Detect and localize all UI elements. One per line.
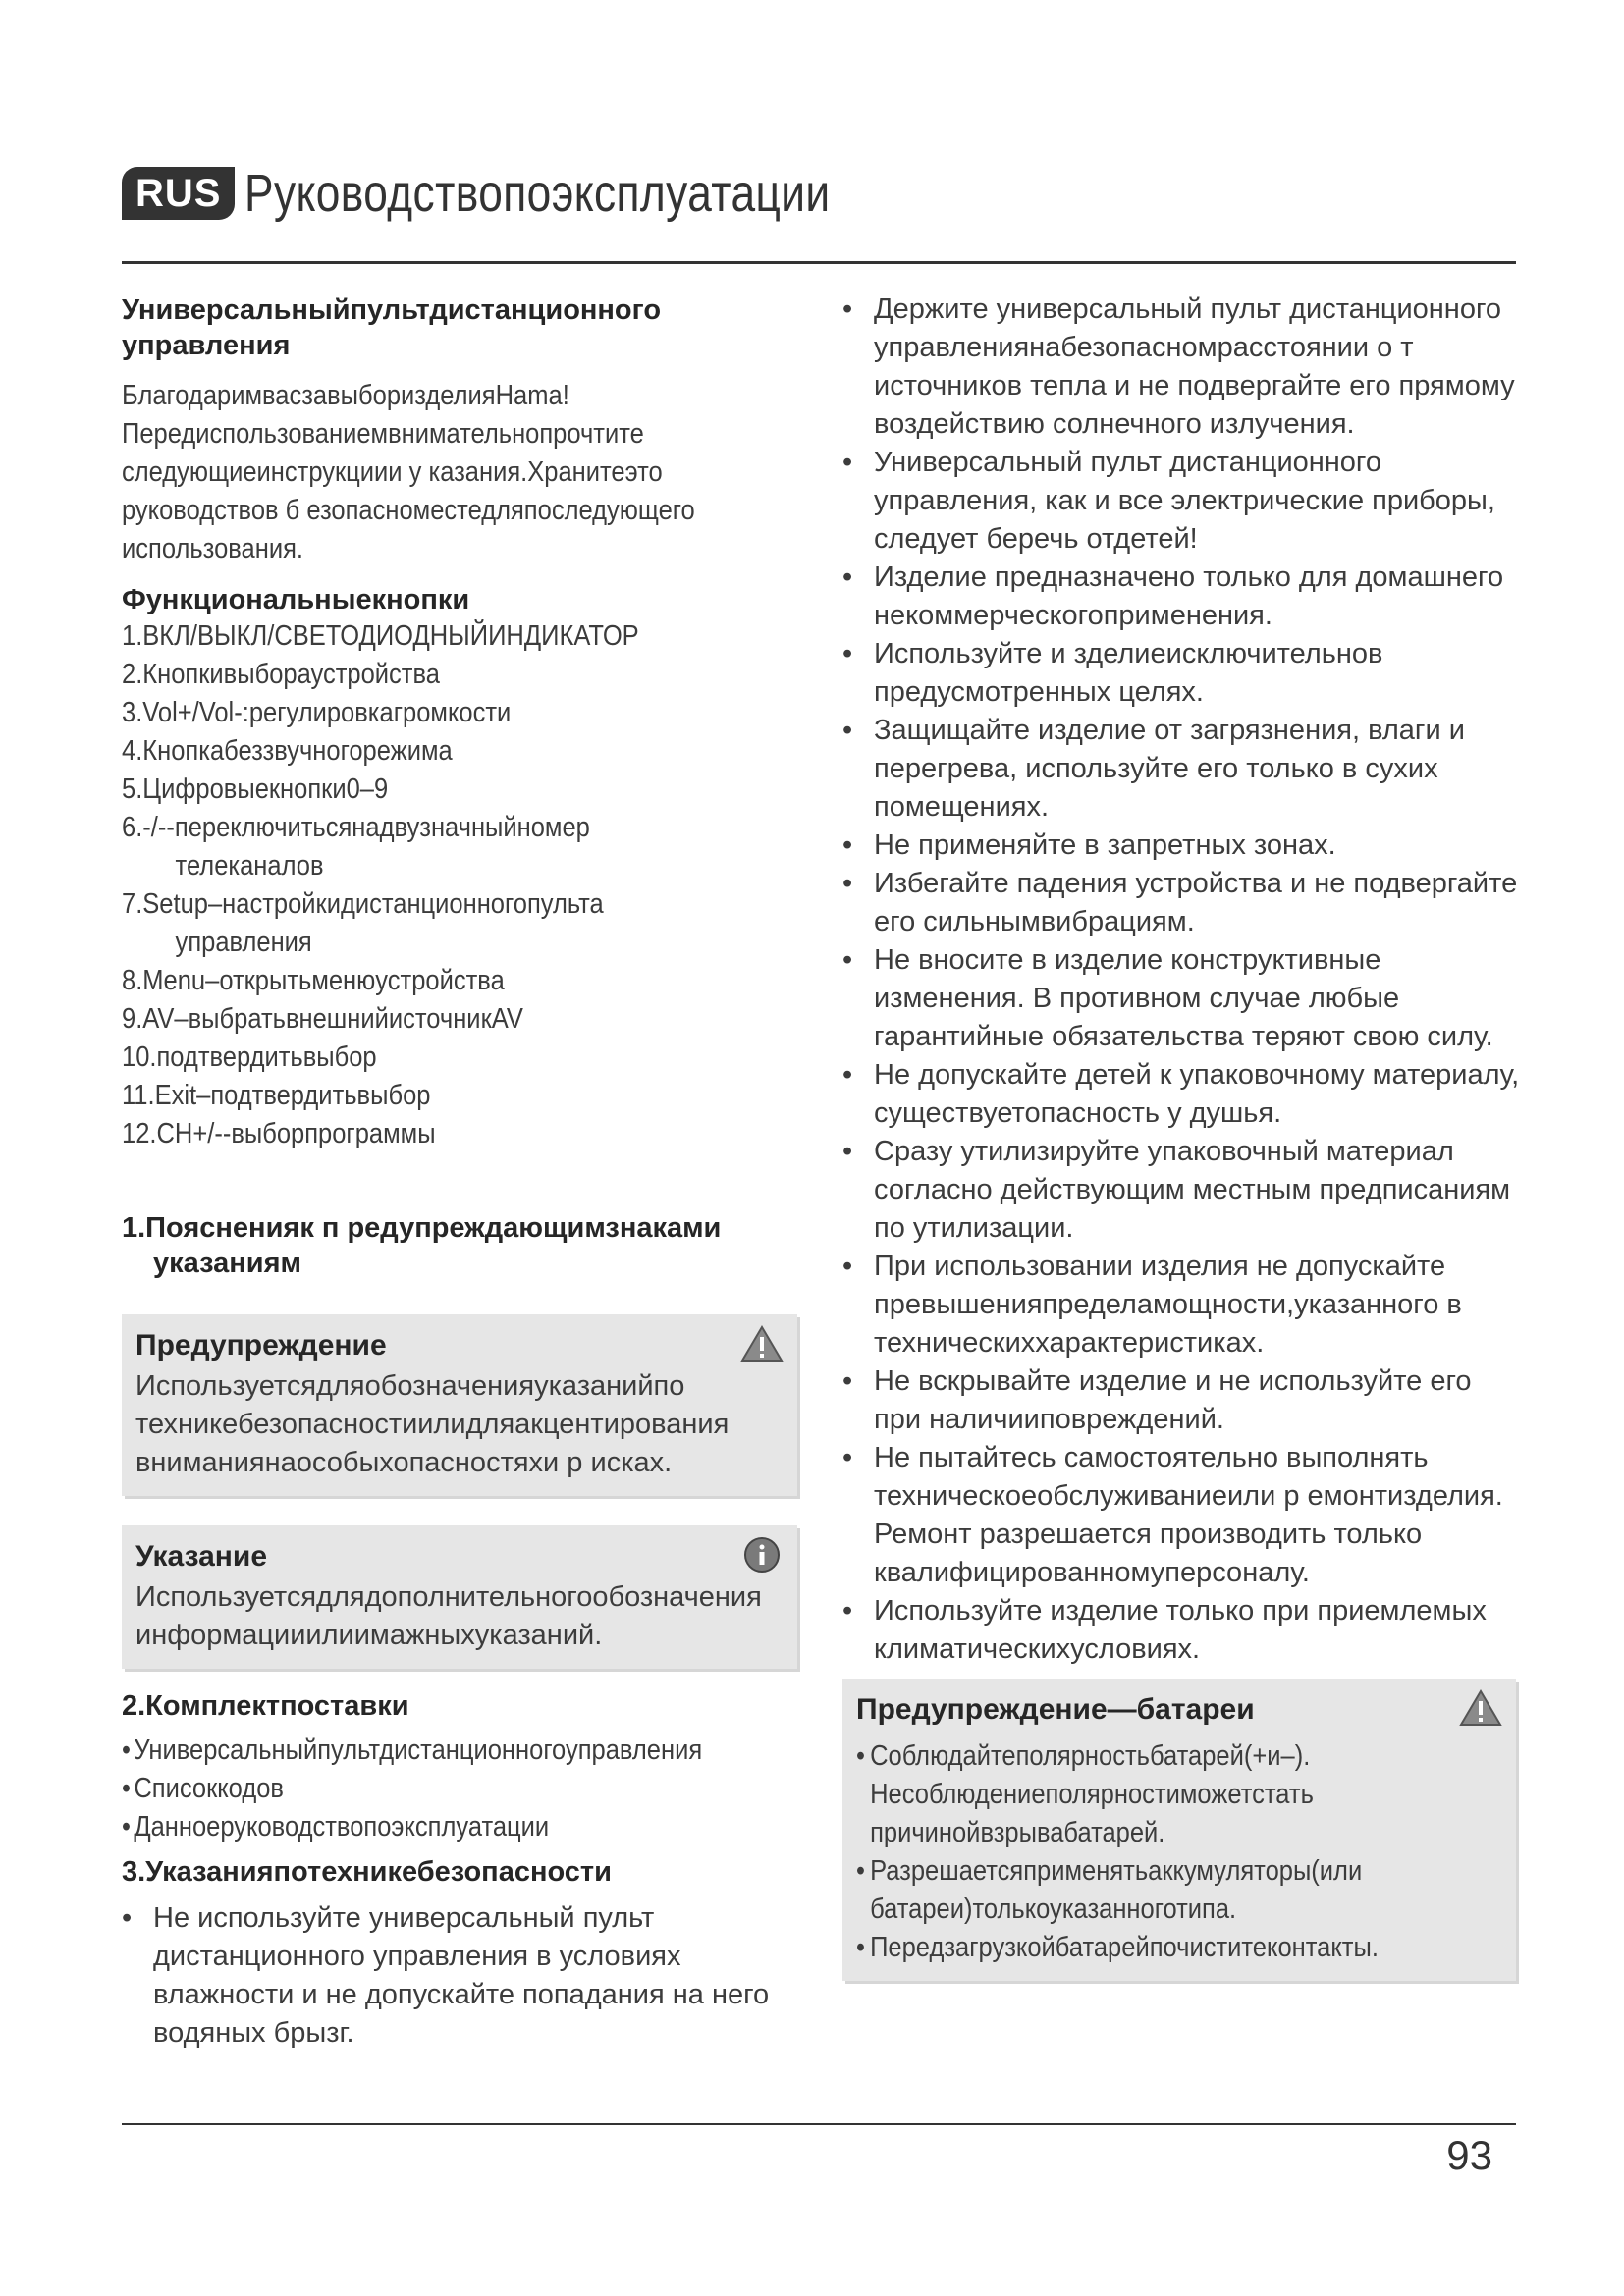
intro-line: БлагодаримвасзавыборизделияHama! <box>122 380 569 411</box>
safety-item: • Изделие предназначено только для домашнего некоммерческогоприменения. <box>842 559 1520 635</box>
footer-divider <box>122 2123 1516 2125</box>
info-icon <box>740 1535 784 1575</box>
safety-item: • Не допускайте детей к упаковочному материалу, существуетопасность у душья. <box>842 1056 1520 1133</box>
list-item: • Разрешаетсяприменятьаккумуляторы(или батареи)толькоуказанноготипа. <box>856 1852 1354 1929</box>
list-item: 4.Кнопкабеззвучногорежима <box>122 735 453 767</box>
safety-item: • Избегайте падения устройства и не подвергайте его сильнымвибрациям. <box>842 865 1520 941</box>
safety-item: • Не используйте универсальный пульт дистанционного управления в условиях влажности и не допускайте попадания на него водяных брызг. <box>122 1899 782 2053</box>
list-item: 7.Setup–настройкидистанционногопульта управления <box>122 888 604 958</box>
function-buttons-heading: Функциональныекнопки <box>122 584 470 615</box>
list-item: 8.Menu–открытьменюустройства <box>122 965 505 996</box>
document-title: Руководствопоэксплуатации <box>244 164 832 223</box>
list-item: • Универсальныйпультдистанционногоуправления <box>122 1732 795 1770</box>
safety-item: • При использовании изделия не допускайте превышенияпределамощности,указанного в техническиххарактеристиках. <box>842 1248 1520 1362</box>
warning-triangle-icon <box>740 1324 784 1363</box>
safety-item: • Защищайте изделие от загрязнения, влаги и перегрева, используйте его только в сухих помещениях. <box>842 712 1520 827</box>
list-item: 5.Цифровыекнопки0–9 <box>122 774 389 805</box>
battery-warning-title: Предупреждение—батареи <box>856 1693 1255 1726</box>
left-column <box>122 293 799 2053</box>
warning-box-title: Предупреждение <box>135 1329 387 1362</box>
list-item: 11.Exit–подтвердитьвыбор <box>122 1080 431 1111</box>
list-item: • Передзагрузкойбатарейпочиститеконтакты. <box>856 1929 1423 1967</box>
safety-item: • Не применяйте в запретных зонах. <box>842 827 1520 865</box>
list-item: 10.подтвердитьвыбор <box>122 1041 377 1073</box>
warning-triangle-icon <box>1459 1688 1502 1728</box>
intro-line: Передиспользованиемвнимательнопрочтите <box>122 418 644 450</box>
warning-box-text: Используетсядляобозначенияуказанийпо техникебезопасностиилидляакцентирования вниманиянаособыхопасностяхи р исках. <box>135 1370 730 1478</box>
header-divider <box>122 261 1516 264</box>
safety-item: • Не вскрывайте изделие и не используйте его при наличииповреждений. <box>842 1362 1520 1439</box>
function-buttons-list <box>122 617 795 1153</box>
section-2-heading: 2.Комплектпоставки <box>122 1690 409 1722</box>
safety-item: • Универсальный пульт дистанционного управления, как и все электрические приборы, следует беречь отдетей! <box>842 444 1520 559</box>
section-3-heading: 3.Указанияпотехникебезопасности <box>122 1856 612 1888</box>
intro-paragraph <box>122 377 795 568</box>
safety-item: • Не вносите в изделие конструктивные изменения. В противном случае любые гарантийные обязательства теряют свою силу. <box>842 941 1520 1056</box>
note-box-title: Указание <box>135 1540 268 1573</box>
page-number: 93 <box>1446 2132 1492 2178</box>
package-list <box>122 1732 795 1846</box>
safety-item: • Сразу утилизируйте упаковочный материал согласно действующим местным предписаниям по утилизации. <box>842 1133 1520 1248</box>
note-box-text: Используетсядлядополнительногообозначения информацииилиимажныхуказаний. <box>135 1581 762 1651</box>
list-item: 9.AV–выбратьвнешнийисточникAV <box>122 1003 523 1035</box>
list-item: 1.ВКЛ/ВЫКЛ/СВЕТОДИОДНЫЙИНДИКАТОР <box>122 620 639 652</box>
section-1-heading: 1.Поясненияк п редупреждающимзнаками указаниям <box>122 1212 722 1279</box>
safety-item: • Не пытайтесь самостоятельно выполнять техническоеобслуживаниеили р емонтизделия. Ремонт разрешается производить только квалифицированномуперсоналу. <box>842 1439 1520 1592</box>
intro-line: руководствов б езопасноместедляпоследующего <box>122 495 695 526</box>
list-item: 6.-/--переключитьсянадвузначныйномер телеканалов <box>122 812 590 881</box>
safety-item: • Держите универсальный пульт дистанционного управлениянабезопасномрасстоянии о т источников тепла и не подвергайте его прямому воздействию солнечного излучения. <box>842 291 1520 444</box>
list-item: • Соблюдайтеполярностьбатарей(+и–). Несоблюдениеполярностиможетстать причинойвзрывабатарей. <box>856 1737 1354 1852</box>
safety-list <box>842 291 1520 1669</box>
list-item: • Данноеруководствопоэксплуатации <box>122 1808 795 1846</box>
product-heading: Универсальныйпультдистанционного управления <box>122 294 662 361</box>
list-item: 12.CH+/--выборпрограммы <box>122 1118 436 1149</box>
warning-box <box>122 1314 797 1496</box>
battery-warning-box <box>842 1679 1516 1981</box>
language-badge: RUS <box>122 167 235 220</box>
list-item: 2.Кнопкивыбораустройства <box>122 659 440 690</box>
list-item: 3.Vol+/Vol-:регулировкагромкости <box>122 697 512 728</box>
list-item: • Списоккодов <box>122 1770 795 1808</box>
intro-line: использования. <box>122 533 303 564</box>
battery-list <box>856 1737 1498 1967</box>
document-header <box>122 159 959 228</box>
note-box <box>122 1525 797 1669</box>
right-column <box>842 291 1520 1981</box>
safety-item: • Используйте и зделиеисключительнов предусмотренных целях. <box>842 635 1520 712</box>
safety-item: • Используйте изделие только при приемлемых климатическихусловиях. <box>842 1592 1520 1669</box>
intro-line: следующиеинструкциии у казания.Хранитеэто <box>122 456 663 488</box>
